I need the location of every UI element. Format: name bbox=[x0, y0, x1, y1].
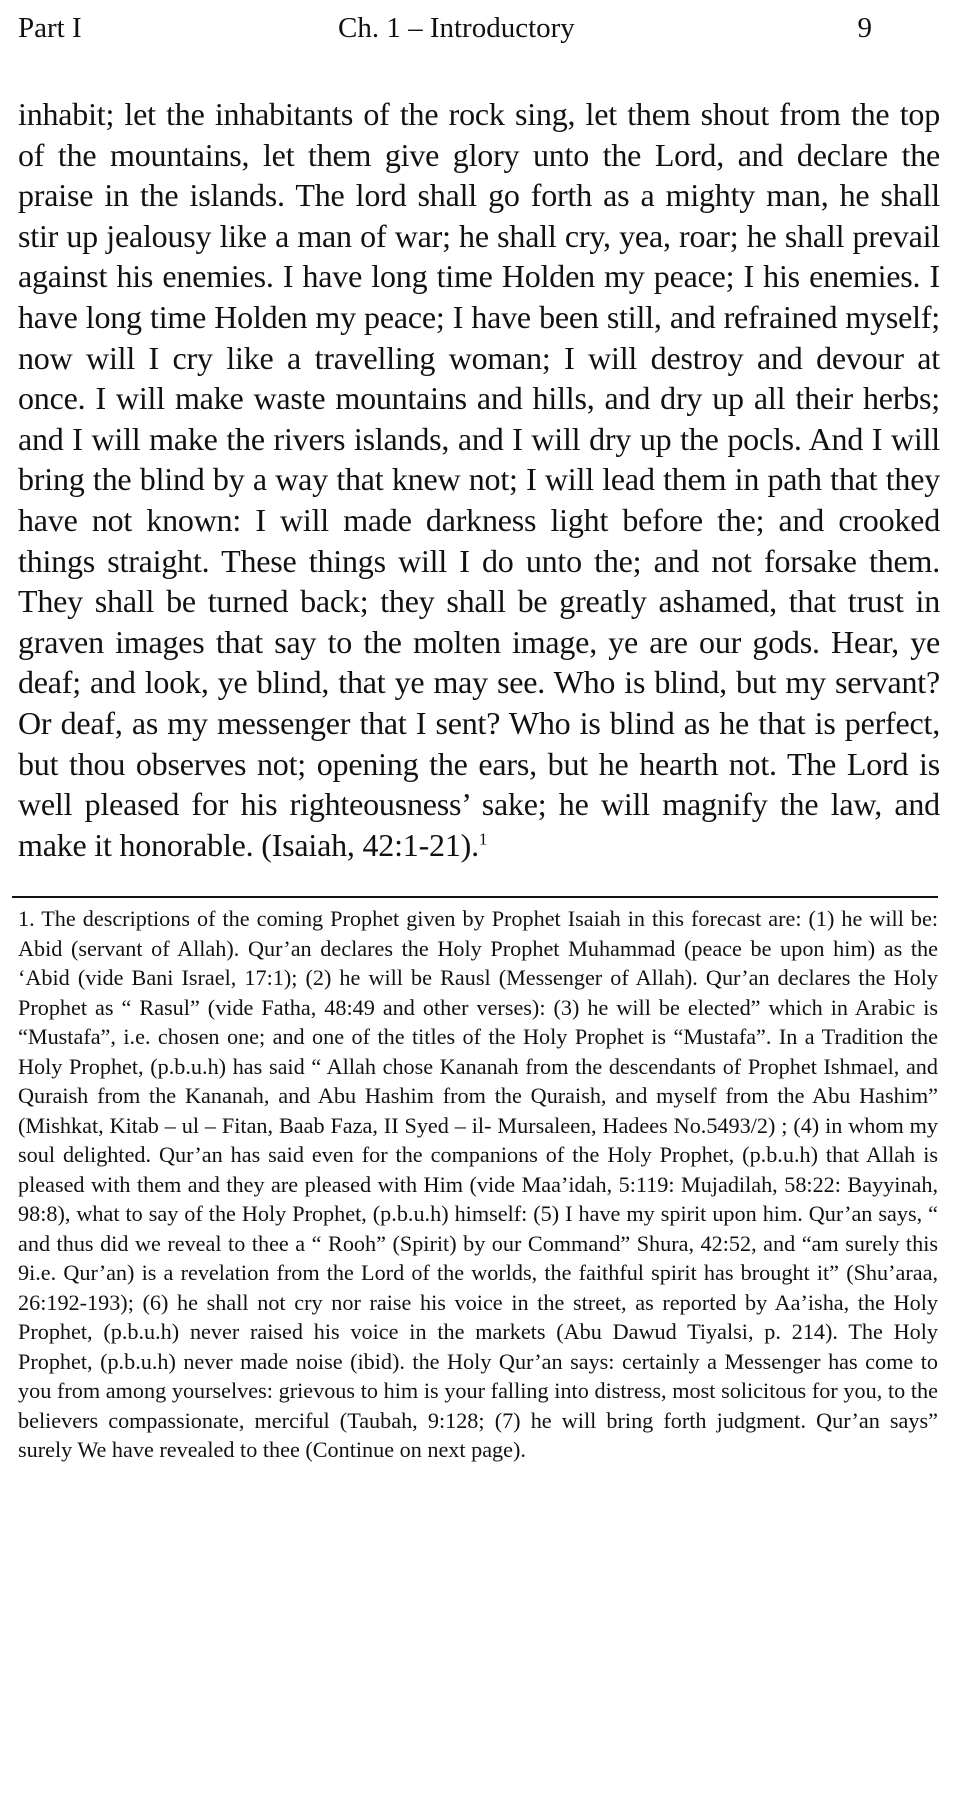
footnote-marker: 1 bbox=[478, 829, 488, 849]
page-number: 9 bbox=[857, 12, 872, 44]
part-label: Part I bbox=[18, 12, 82, 44]
main-text-content: inhabit; let the inhabitants of the rock sing, let them shout from the top of the mountains, let them give glory unto the Lord, and declare the praise in the islands. The lord shall go forth as a mighty man, he shall stir up jealousy like a man of war; he shall cry, yea, roar; he shall prevail against his enemies. I have long time Holden my peace; I his enemies. I have long time Holden my peace; I have been still, and refrained myself; now will I cry like a travelling woman; I will destroy and devour at once. I will make waste mountains and hills, and dry up all their herbs; and I will make the rivers islands, and I will dry up the pocls. And I will bring the blind by a way that knew not; I will lead them in path that they have not known: I will made darkness light before the; and crooked things straight. These things will I do unto the; and not forsake them. They shall be turned back; they shall be greatly ashamed, that trust in graven images that say to the molten image, ye are our gods. Hear, ye deaf; and look, ye blind, that ye may see. Who is blind, but my servant? Or deaf, as my messenger that I sent? Who is blind as he that is perfect, but thou observes not; opening the ears, but he hearth not. The Lord is well pleased for his righteousness’ sake; he will magnify the law, and make it honorable. (Isaiah, 42:1-21). bbox=[18, 96, 940, 863]
running-header bbox=[18, 8, 942, 48]
main-text bbox=[18, 94, 940, 865]
footnote-divider bbox=[12, 896, 938, 898]
footnote-text: 1. The descriptions of the coming Prophet given by Prophet Isaiah in this forecast are: (1) he will be: Abid (servant of Allah). Qur’an declares the Holy Prophet Muhammad (peace be upon him) as the ‘Abid (vide Bani Israel, 17:1); (2) he will be Rausl (Messenger of Allah). Qur’an declares the Holy Prophet as “ Rasul” (vide Fatha, 48:49 and other verses): (3) he will be elected” which in Arabic is “Mustafa”, i.e. chosen one; and one of the titles of the Holy Prophet is “Mustafa”. In a Tradition the Holy Prophet, (p.b.u.h) has said “ Allah chose Kananah from the descendants of Prophet Ishmael, and Quraish from the Kananah, and Abu Hashim from the Quraish, and myself from the Abu Hashim” (Mishkat, Kitab – ul – Fitan, Baab Faza, II Syed – il- Mursaleen, Hadees No.5493/2) ; (4) in whom my soul delighted. Qur’an has said even for the companions of the Holy Prophet, (p.b.u.h) that Allah is pleased with them and they are pleased with Him (vide Maa’idah, 5:119: Mujadilah, 58:22: Bayyinah, 98:8), what to say of the Holy Prophet, (p.b.u.h) himself: (5) I have my spirit upon him. Qur’an says, “ and thus did we reveal to thee a “ Rooh” (Spirit) by our Command” Shura, 42:52, and “am surely this 9i.e. Qur’an) is a revelation from the Lord of the worlds, the faithful spirit has brought it” (Shu’araa, 26:192-193); (6) he shall not cry nor raise his voice in the street, as reported by Aa’isha, the Holy Prophet, (p.b.u.h) never raised his voice in the markets (Abu Dawud Tiyalsi, p. 214). The Holy Prophet, (p.b.u.h) never made noise (ibid). the Holy Qur’an says: certainly a Messenger has come to you from among yourselves: grievous to him is your falling into distress, most solicitous for you, to the believers compassionate, merciful (Taubah, 9:128; (7) he will bring forth judgment. Qur’an says” surely We have revealed to thee (Continue on next page). bbox=[18, 906, 938, 1462]
chapter-title: Ch. 1 – Introductory bbox=[338, 12, 575, 44]
